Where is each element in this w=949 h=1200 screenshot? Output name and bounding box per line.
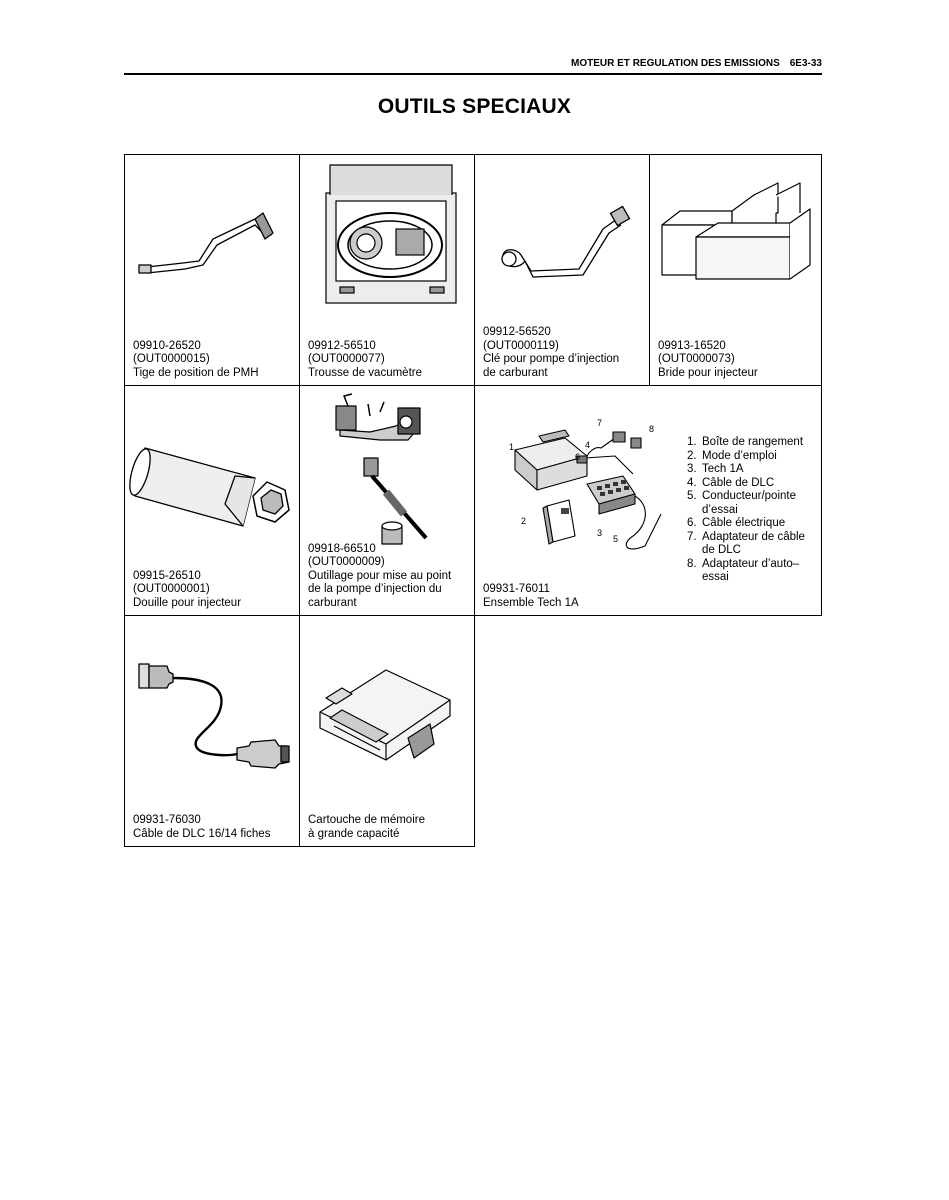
legend-item: 1. Boîte de rangement [687,436,804,448]
page-title: OUTILS SPECIAUX [377,95,572,118]
injector-clamp-icon [650,155,821,315]
callout-2: 2 [521,516,527,526]
callout-8: 8 [649,424,655,434]
tool-caption: 09912-56510 (OUT0000077) Trousse de vacumètre [308,339,422,379]
tool-cell-injection-timing-tool [299,385,475,616]
callout-3: 3 [597,528,603,538]
callout-7: 7 [597,418,603,428]
legend-item: 4. Câble de DLC [687,476,775,489]
tool-cell-tdc-rod [124,154,300,386]
callout-4: 4 [585,440,591,450]
tdc-rod-icon [125,155,299,315]
tool-caption: 09918-66510 (OUT0000009) Outillage pour mise au point de la pompe d’injection du carburant [308,542,452,609]
page-header [124,58,822,72]
callout-1: 1 [509,442,515,452]
tool-cell-dlc-cable [124,615,300,847]
tech1a-legend [687,436,805,585]
memory-cartridge-icon [300,616,474,796]
tool-caption: 09913-16520 (OUT0000073) Bride pour injecteur [658,339,758,379]
tool-cell-injection-pump-wrench [474,154,650,386]
injection-pump-wrench-icon [475,155,649,315]
callout-5: 5 [613,534,619,544]
injection-timing-tool-icon [300,386,474,561]
callout-6: 6 [575,452,581,462]
legend-item: 5. Conducteur/pointe d’essai [687,490,796,516]
tool-cell-injector-clamp [649,154,822,386]
tech1a-kit-icon [475,386,685,576]
injector-socket-icon [125,386,299,566]
tool-caption: 09931-76030 Câble de DLC 16/14 fiches [133,814,271,840]
dlc-cable-icon [125,616,299,796]
tool-caption: Cartouche de mémoire à grande capacité [308,814,425,840]
tool-cell-vacuum-gauge-kit [299,154,475,386]
page-number: 6E3-33 [789,58,822,69]
tool-caption: 09912-56520 (OUT0000119) Clé pour pompe d’injection de carburant [483,326,620,379]
tool-caption: 09931-76011 Ensemble Tech 1A [483,583,579,609]
tool-cell-memory-cartridge [299,615,475,847]
vacuum-gauge-kit-icon [300,155,474,315]
legend-item: 8. Adaptateur d’auto– essai [687,557,800,583]
legend-item: 3. Tech 1A [687,463,744,475]
tool-caption: 09915-26510 (OUT0000001) Douille pour injecteur [133,569,242,609]
section-title: MOTEUR ET REGULATION DES EMISSIONS [571,58,780,69]
legend-item: 7. Adaptateur de câble de DLC [687,530,805,556]
legend-item: 6. Câble électrique [687,517,786,529]
tool-caption: 09910-26520 (OUT0000015) Tige de position de PMH [133,339,259,379]
legend-item: 2. Mode d’emploi [687,449,777,462]
header-rule [124,73,822,75]
tool-cell-injector-socket [124,385,300,616]
